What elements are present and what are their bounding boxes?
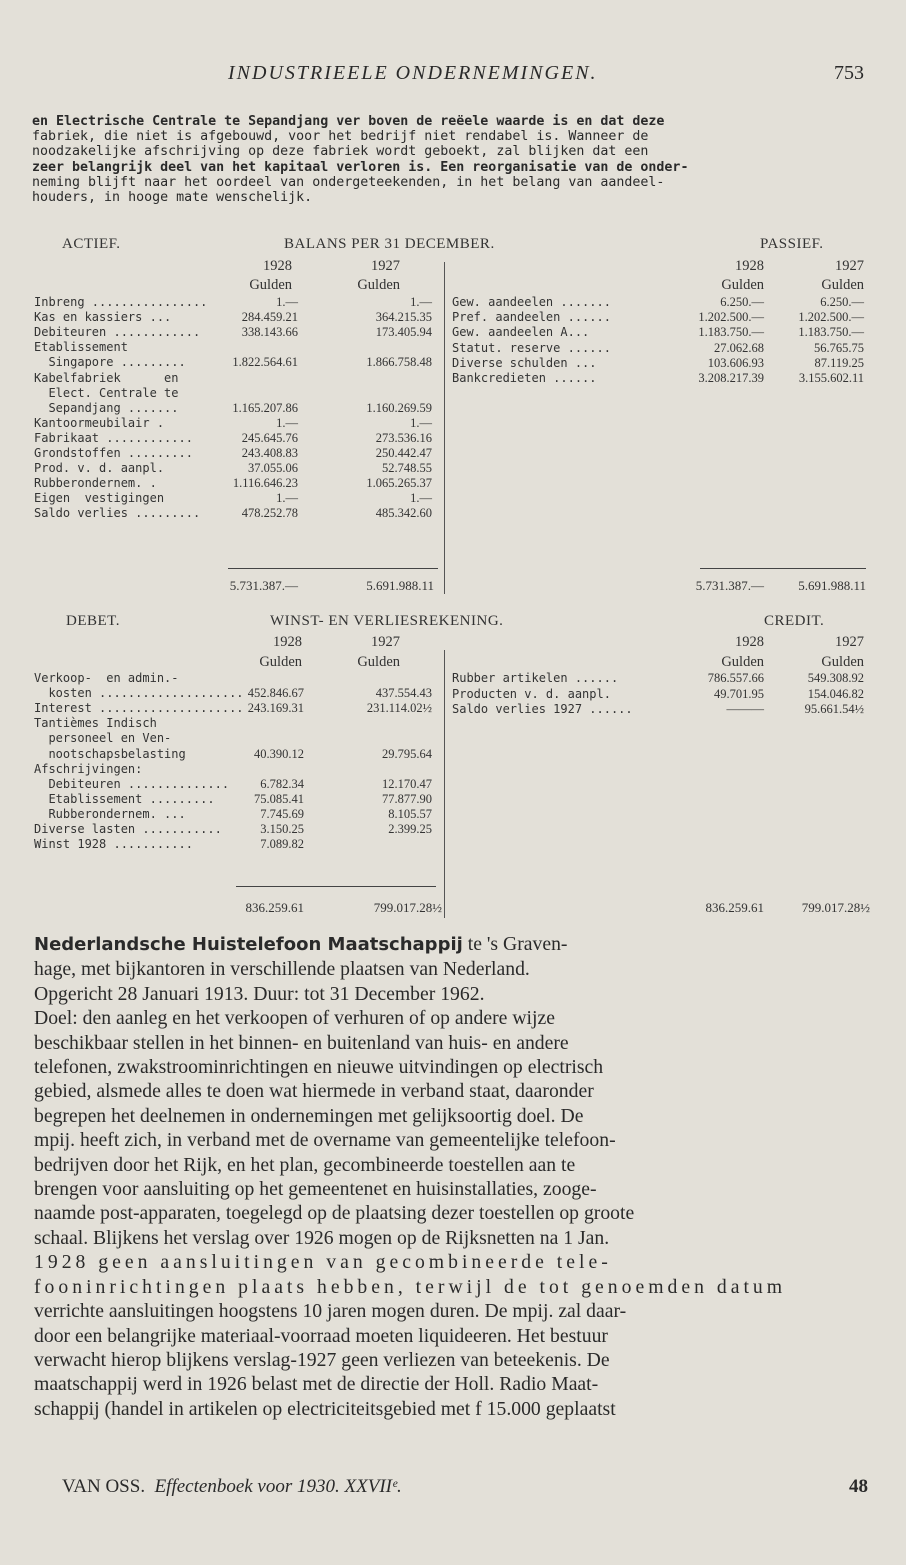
row-value-1928: 3.150.25 <box>260 822 304 836</box>
row-label: Bankcredieten ...... <box>452 371 597 385</box>
total-value: 799.017.28½ <box>801 900 870 915</box>
unit-header: Gulden <box>821 654 864 670</box>
row-value-1927: 2.399.25 <box>388 822 432 836</box>
body-line: beschikbaar stellen in het binnen- en buitenland van huis- en andere <box>34 1031 569 1054</box>
body-line: verwacht hierop blijkens verslag-1927 geen verliezen van beteekenis. De <box>34 1348 610 1371</box>
body-line: mpij. heeft zich, in verband met de overname van gemeentelijke telefoon- <box>34 1129 616 1152</box>
debet-heading: DEBET. <box>66 613 120 629</box>
row-value-1928: 6.782.34 <box>260 776 304 791</box>
row-value-1928: 37.055.06 <box>248 461 298 476</box>
row-value-1928: 243.408.83 <box>241 446 298 460</box>
row-label: kosten .................... <box>34 686 244 701</box>
row-value-1927: 56.765.75 <box>814 340 864 355</box>
row-value-1927: 1.— <box>410 295 432 309</box>
row-value-1927: 29.795.64 <box>382 746 432 761</box>
row-value-1928: 284.459.21 <box>241 310 298 325</box>
row-label: Statut. reserve ...... <box>452 340 611 355</box>
row-value-1928: 1.202.500.— <box>698 310 764 325</box>
debit-row <box>34 686 444 701</box>
row-label: Rubberondernem. . <box>34 476 157 491</box>
row-label: Singapore ......... <box>34 355 186 370</box>
row-value-1927: 173.405.94 <box>375 325 432 340</box>
row-label: nootschapsbelasting <box>34 746 186 761</box>
debit-row <box>34 777 444 792</box>
credit-row <box>452 702 872 717</box>
year-header: 1927 <box>371 634 400 650</box>
intro-line: noodzakelijke afschrijving op deze fabriek wordt geboekt, zal blijken dat een <box>32 144 649 160</box>
year-header: 1928 <box>735 258 764 274</box>
row-value-1928: 1.165.207.86 <box>232 400 298 415</box>
row-value-1927: 549.308.92 <box>807 671 864 685</box>
body-line: Opgericht 28 Januari 1913. Duur: tot 31 December 1962. <box>34 982 485 1005</box>
body-line: 1928 geen aansluitingen van gecombineerde tele- <box>34 1251 612 1274</box>
row-value-1927: 12.170.47 <box>382 776 432 791</box>
row-label: Debiteuren ............ <box>34 325 201 340</box>
row-value-1928: 1.— <box>276 415 298 430</box>
row-label: Etablissement ......... <box>34 791 215 806</box>
row-value-1927: 77.877.90 <box>382 791 432 806</box>
row-value-1927: 231.114.02½ <box>366 701 432 716</box>
footer-book: Effectenboek voor 1930. XXVIIᵉ. <box>154 1476 402 1497</box>
balance-title: BALANS PER 31 DECEMBER. <box>284 236 495 252</box>
row-value-1928: 27.062.68 <box>714 340 764 355</box>
row-label: Gew. aandeelen A... <box>452 325 590 340</box>
intro-line: houders, in hooge mate wenschelijk. <box>32 190 313 206</box>
running-title: INDUSTRIEELE ONDERNEMINGEN. <box>228 62 598 84</box>
footer-author: VAN OSS. <box>62 1476 146 1497</box>
unit-header: Gulden <box>821 277 864 293</box>
row-value-1927: 273.536.16 <box>375 430 432 445</box>
year-header: 1927 <box>371 258 400 274</box>
row-value-1927: 1.202.500.— <box>798 310 864 325</box>
column-divider <box>444 650 445 918</box>
intro-line: neming blijft naar het oordeel van ondergeteekenden, in het belang van aandeel- <box>32 174 665 190</box>
row-label: Tantièmes Indisch <box>34 716 157 731</box>
body-line: gebied, alsmede alles te doen wat hiermede in verband staat, daaronder <box>34 1080 594 1103</box>
row-label: Inbreng ................ <box>34 295 208 309</box>
company-name: Nederlandsche Huistelefoon Maatschappij <box>34 934 463 955</box>
body-line: brengen voor aansluiting op het gemeentenet en huisinstallaties, zooge- <box>34 1178 597 1201</box>
row-value-1927: 485.342.60 <box>375 506 432 521</box>
row-label: Kantoormeubilair . <box>34 415 165 430</box>
body-line <box>34 932 866 957</box>
row-value-1927: 8.105.57 <box>388 806 432 821</box>
passief-heading: PASSIEF. <box>760 236 824 252</box>
company-description <box>34 932 866 1421</box>
total-value: 5.691.988.11 <box>798 578 866 593</box>
debit-row <box>34 716 444 731</box>
row-value-1927: 1.065.265.37 <box>366 476 432 491</box>
body-line: hage, met bijkantoren in verschillende plaatsen van Nederland. <box>34 958 530 981</box>
body-line: door een belangrijke materiaal-voorraad moeten liquideeren. Het bestuur <box>34 1324 608 1347</box>
row-label: Interest .................... <box>34 701 244 716</box>
debit-row <box>34 807 444 822</box>
row-label: Winst 1928 ........... <box>34 837 193 852</box>
unit-header: Gulden <box>357 277 400 293</box>
row-label: Diverse schulden ... <box>452 355 597 370</box>
pnl-title: WINST- EN VERLIESREKENING. <box>270 613 504 629</box>
row-label: personeel en Ven- <box>34 731 172 746</box>
row-value-1927: 1.160.269.59 <box>366 400 432 415</box>
row-label: Prod. v. d. aanpl. <box>34 461 165 476</box>
credit-row <box>452 687 872 702</box>
row-label: Rubberondernem. ... <box>34 806 186 821</box>
row-value-1928: 786.557.66 <box>707 671 764 685</box>
row-value-1927: 87.119.25 <box>814 355 864 370</box>
row-value-1928: 478.252.78 <box>241 506 298 521</box>
row-value-1927: 364.215.35 <box>375 310 432 325</box>
row-value-1927: 250.442.47 <box>375 446 432 460</box>
row-value-1928: 49.701.95 <box>714 686 764 701</box>
row-value-1928: 1.822.564.61 <box>232 355 298 370</box>
row-value-1928: ——— <box>726 702 764 716</box>
debit-row <box>34 747 444 762</box>
body-line: maatschappij werd in 1926 belast met de directie der Holl. Radio Maat- <box>34 1373 599 1396</box>
row-label: Etablissement <box>34 340 128 355</box>
total-value: 799.017.28½ <box>373 900 442 915</box>
row-value-1927: 1.183.750.— <box>798 325 864 340</box>
row-value-1927: 1.— <box>410 415 432 430</box>
body-line: schaal. Blijkens het verslag over 1926 mogen op de Rijksnetten na 1 Jan. <box>34 1226 610 1249</box>
intro-line: fabriek, die niet is afgebouwd, voor het bedrijf niet rendabel is. Wanneer de <box>32 129 649 145</box>
row-value-1928: 1.183.750.— <box>698 325 764 340</box>
row-value-1928: 1.— <box>276 295 298 309</box>
unit-header: Gulden <box>357 654 400 670</box>
row-value-1928: 338.143.66 <box>241 325 298 340</box>
row-label: Diverse lasten ........... <box>34 822 222 836</box>
row-value-1928: 243.169.31 <box>247 701 304 716</box>
unit-header: Gulden <box>259 654 302 670</box>
body-line: Doel: den aanleg en het verkoopen of verhuren of op andere wijze <box>34 1007 555 1030</box>
unit-header: Gulden <box>721 277 764 293</box>
row-label: Pref. aandeelen ...... <box>452 310 611 325</box>
row-value-1927: 95.661.54½ <box>804 702 864 716</box>
row-value-1927: 3.155.602.11 <box>798 371 864 385</box>
page-number: 753 <box>834 62 864 84</box>
row-value-1927: 437.554.43 <box>375 686 432 701</box>
year-header: 1927 <box>835 634 864 650</box>
year-header: 1928 <box>273 634 302 650</box>
sheet-number: 48 <box>849 1476 868 1497</box>
debit-row <box>34 762 444 777</box>
body-line: bedrijven door het Rijk, en het plan, gecombineerde toestellen aan te <box>34 1153 576 1176</box>
debit-row <box>34 837 444 852</box>
body-line: naamde post-apparaten, toegelegd op de plaatsing dezer toestellen op groote <box>34 1202 635 1225</box>
row-value-1928: 7.745.69 <box>260 806 304 821</box>
row-value-1928: 7.089.82 <box>260 837 304 852</box>
body-line: telefonen, zwakstroominrichtingen en nieuwe uitvindingen op electrisch <box>34 1056 604 1079</box>
row-label: Saldo verlies ......... <box>34 506 201 521</box>
row-label: Kabelfabriek en <box>34 370 179 385</box>
row-value-1927: 6.250.— <box>820 295 864 309</box>
total-rule <box>236 886 436 887</box>
row-value-1928: 1.116.646.23 <box>232 476 298 491</box>
year-header: 1928 <box>735 634 764 650</box>
row-value-1928: 40.390.12 <box>254 746 304 761</box>
unit-header: Gulden <box>249 277 292 293</box>
year-header: 1927 <box>835 258 864 274</box>
debit-row <box>34 701 444 716</box>
row-label: Eigen vestigingen <box>34 491 165 506</box>
row-label: Saldo verlies 1927 ...... <box>452 702 633 716</box>
row-value-1928: 3.208.217.39 <box>698 371 764 385</box>
debit-row <box>34 792 444 807</box>
row-value-1927: 1.866.758.48 <box>366 355 432 370</box>
row-label: Fabrikaat ............ <box>34 430 193 445</box>
row-value-1928: 75.085.41 <box>254 791 304 806</box>
credit-heading: CREDIT. <box>764 613 825 629</box>
row-value-1927: 1.— <box>410 491 432 506</box>
row-value-1927: 154.046.82 <box>807 686 864 701</box>
row-value-1928: 452.846.67 <box>247 686 304 701</box>
total-value: 5.731.387.— <box>695 578 764 593</box>
row-label: Kas en kassiers ... <box>34 310 172 325</box>
row-value-1928: 1.— <box>276 491 298 506</box>
row-label: Verkoop- en admin.- <box>34 671 179 685</box>
body-line: begrepen het deelnemen in ondernemingen met gelijksoortig doel. De <box>34 1104 584 1127</box>
row-value-1928: 103.606.93 <box>707 355 764 370</box>
row-value-1928: 6.250.— <box>720 295 764 309</box>
intro-line: zeer belangrijk deel van het kapitaal verloren is. Een reorganisatie van de onder- <box>32 159 689 175</box>
unit-header: Gulden <box>721 654 764 670</box>
debit-row <box>34 731 444 746</box>
body-line: fooninrichtingen plaats hebben, terwijl de tot genoemden datum <box>34 1275 787 1298</box>
row-label: Rubber artikelen ...... <box>452 671 619 685</box>
body-line: verrichte aansluitingen hoogstens 10 jaren mogen duren. De mpij. zal daar- <box>34 1300 627 1323</box>
total-value: 5.691.988.11 <box>366 578 434 593</box>
row-value-1928: 245.645.76 <box>241 430 298 445</box>
total-value: 836.259.61 <box>245 900 304 915</box>
debit-row <box>34 822 444 837</box>
row-label: Afschrijvingen: <box>34 761 143 776</box>
debit-row <box>34 671 444 686</box>
row-label: Debiteuren .............. <box>34 776 230 791</box>
row-label: Gew. aandeelen ....... <box>452 295 611 309</box>
body-line-text: te 's Graven- <box>467 933 568 955</box>
body-line: schappij (handel in artikelen op electriciteitsgebied met f 15.000 geplaatst <box>34 1397 616 1420</box>
total-value: 5.731.387.— <box>229 578 298 593</box>
row-label: Elect. Centrale te <box>34 385 179 400</box>
actief-heading: ACTIEF. <box>62 236 121 252</box>
row-label: Grondstoffen ......... <box>34 446 193 460</box>
row-label: Sepandjang ....... <box>34 400 179 415</box>
year-header: 1928 <box>263 258 292 274</box>
footer-citation <box>62 1476 402 1498</box>
intro-line: en Electrische Centrale te Sepandjang ver boven de reëele waarde is en dat deze <box>32 114 665 129</box>
row-label: Producten v. d. aanpl. <box>452 686 611 701</box>
row-value-1927: 52.748.55 <box>382 461 432 476</box>
credit-row <box>452 671 872 686</box>
total-value: 836.259.61 <box>705 900 764 915</box>
